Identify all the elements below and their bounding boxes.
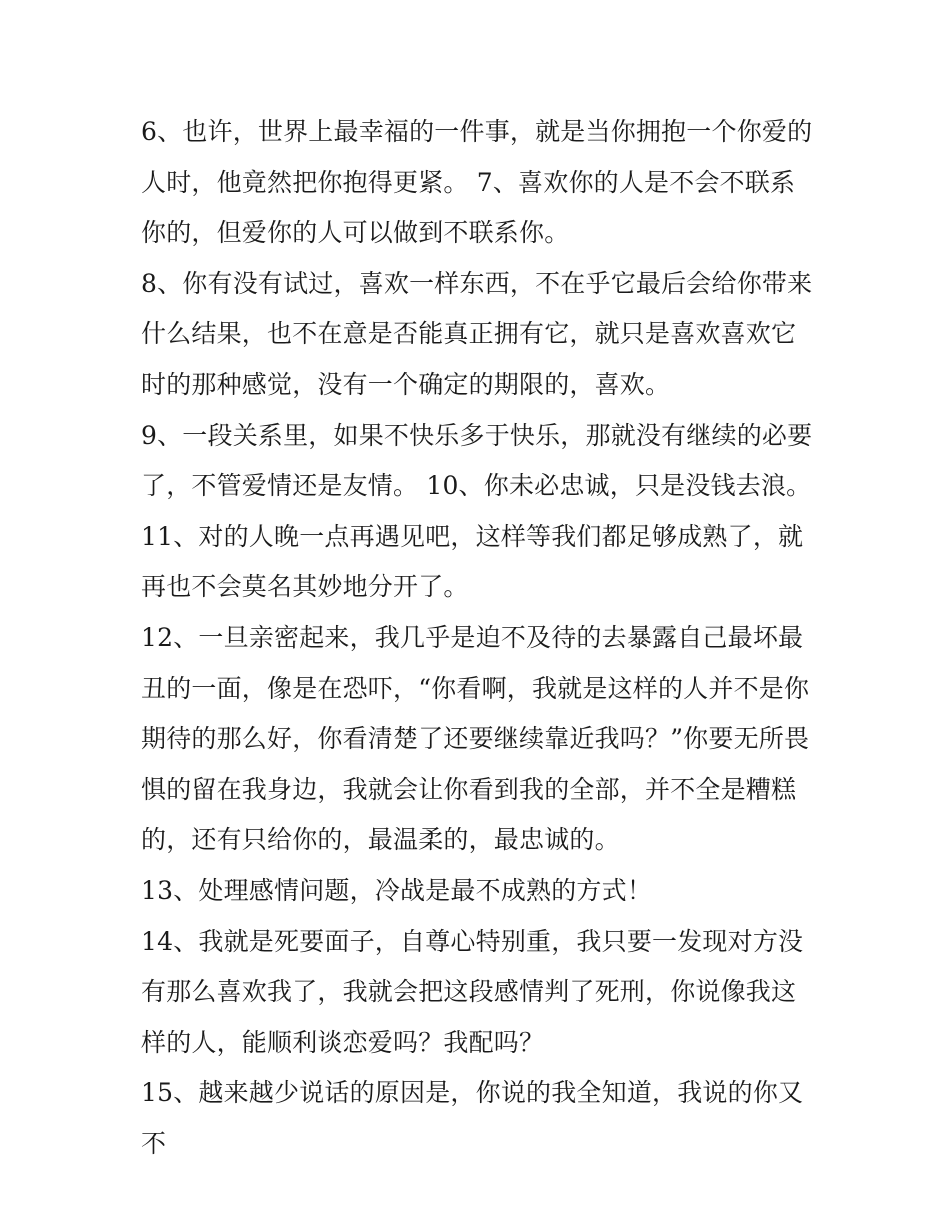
paragraph-6-7: 6、也许，世界上最幸福的一件事，就是当你拥抱一个你爱的人时，他竟然把你抱得更紧。 7、喜欢你的人是不会不联系你的，但爱你的人可以做到不联系你。 bbox=[141, 117, 813, 248]
document-body bbox=[141, 107, 813, 1169]
paragraph-9-10: 9、一段关系里，如果不快乐多于快乐，那就没有继续的必要了，不管爱情还是友情。 10、你未必忠诚，只是没钱去浪。 bbox=[141, 420, 813, 501]
paragraph-8: 8、你有没有试过，喜欢一样东西，不在乎它最后会给你带来什么结果，也不在意是否能真正拥有它，就只是喜欢喜欢它时的那种感觉，没有一个确定的期限的，喜欢。 bbox=[141, 268, 813, 399]
paragraph-12: 12、一旦亲密起来，我几乎是迫不及待的去暴露自己最坏最丑的一面，像是在恐吓，“你看啊，我就是这样的人并不是你期待的那么好，你看清楚了还要继续靠近我吗？”你要无所畏惧的留在我身边，我就会让你看到我的全部，并不全是糟糕的，还有只给你的，最温柔的，最忠诚的。 bbox=[141, 622, 810, 855]
paragraph-13: 13、处理感情问题，冷战是最不成熟的方式！ bbox=[141, 875, 653, 905]
paragraph-11: 11、对的人晚一点再遇见吧，这样等我们都足够成熟了，就再也不会莫名其妙地分开了。 bbox=[141, 521, 804, 602]
paragraph-14: 14、我就是死要面子，自尊心特别重，我只要一发现对方没有那么喜欢我了，我就会把这段感情判了死刑，你说像我这样的人，能顺利谈恋爱吗？我配吗？ bbox=[141, 926, 804, 1057]
paragraph-15: 15、越来越少说话的原因是，你说的我全知道，我说的你又不 bbox=[141, 1078, 804, 1158]
